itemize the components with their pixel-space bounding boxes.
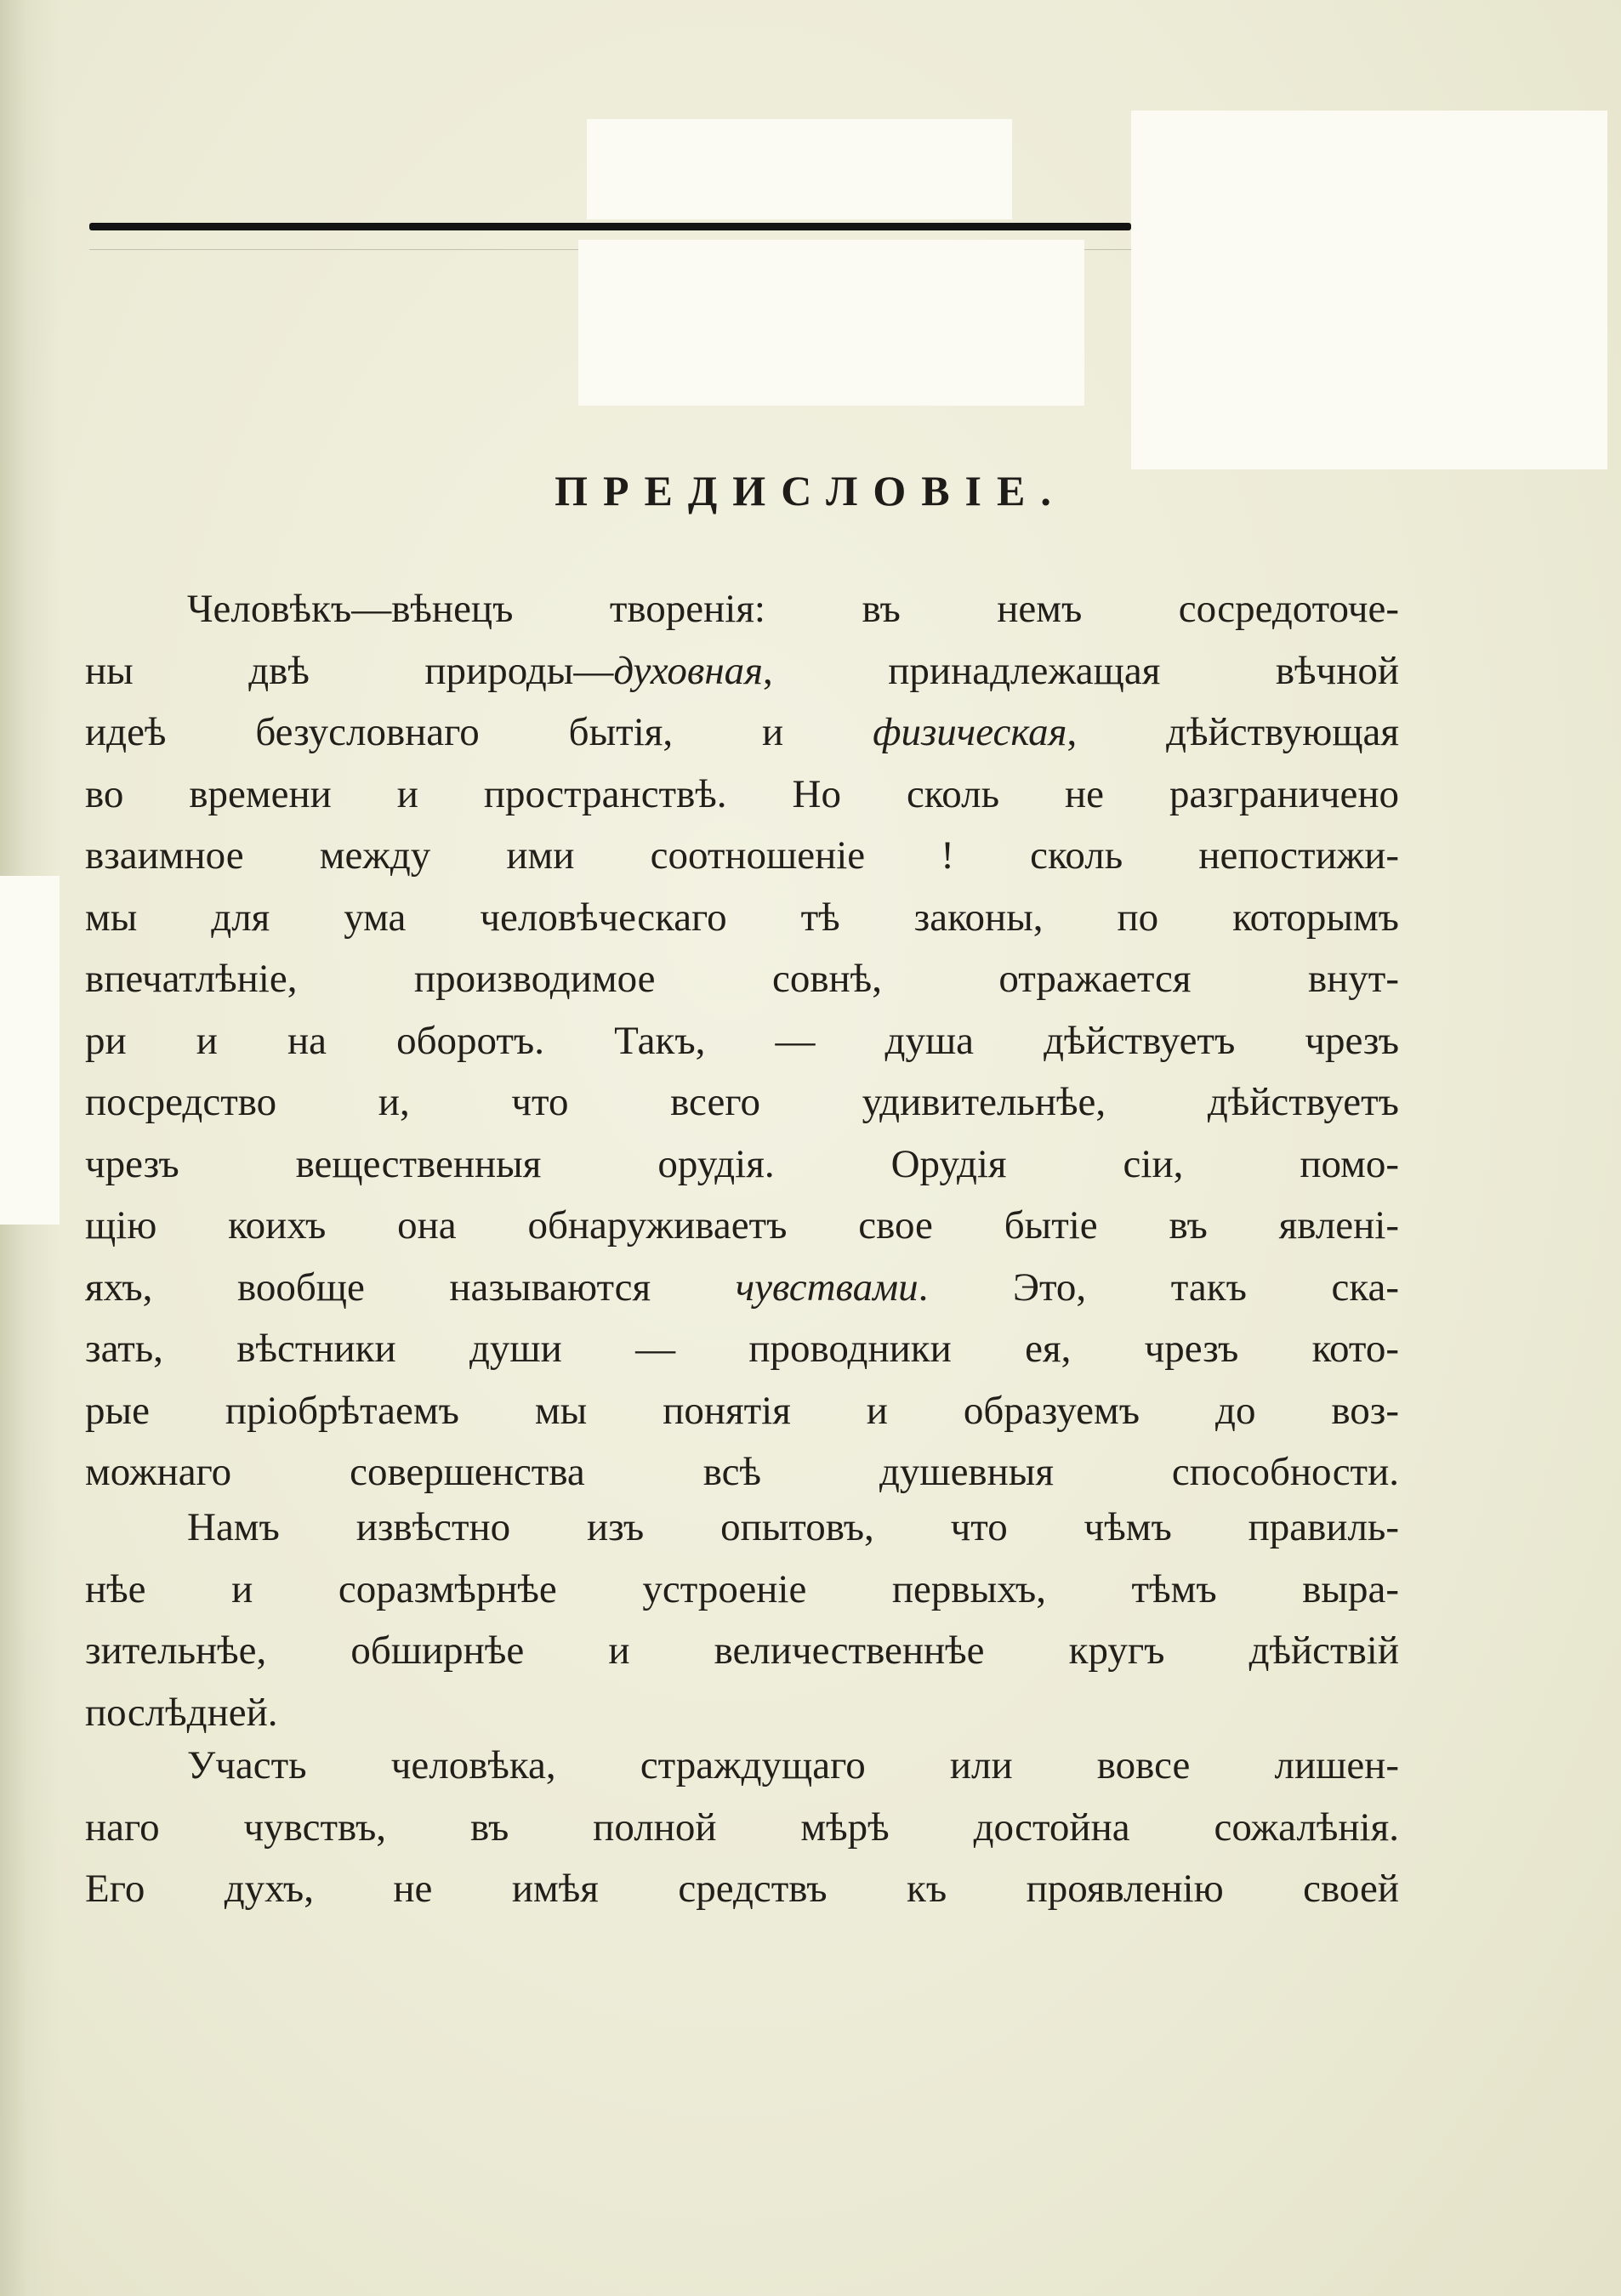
text-line: Намъ извѣстно изъ опытовъ, что чѣмъ правиль- xyxy=(187,1505,1399,1549)
text-line: впечатлѣніе, производимое совнѣ, отражается внут- xyxy=(85,957,1399,1001)
text-line: идеѣ безусловнаго бытія, и физическая, дѣйствующая xyxy=(85,710,1399,754)
redaction-patch xyxy=(0,876,60,1225)
redaction-patch xyxy=(1131,111,1607,469)
paragraph-3 xyxy=(85,1735,1399,1920)
paragraph-2 xyxy=(85,1497,1399,1743)
redaction-patch xyxy=(587,119,1012,219)
text-line: Его духъ, не имѣя средствъ къ проявленію своей xyxy=(85,1867,1399,1911)
text-line: зать, вѣстники души — проводники ея, чрезъ кото- xyxy=(85,1327,1399,1371)
header-rule xyxy=(89,223,1131,230)
text-line: послѣдней. xyxy=(85,1690,278,1735)
text-line: во времени и пространствѣ. Но сколь не разграничено xyxy=(85,771,1399,816)
text-line: взаимное между ими соотношеніе ! сколь непостижи- xyxy=(85,833,1399,878)
text-line: мы для ума человѣческаго тѣ законы, по которымъ xyxy=(85,895,1399,940)
text-line: посредство и, что всего удивительнѣе, дѣйствуетъ xyxy=(85,1080,1399,1124)
text-line: Человѣкъ—вѣнецъ творенія: въ немъ сосредоточе- xyxy=(187,587,1399,631)
redaction-patch xyxy=(578,240,1084,406)
text-line: ри и на оборотъ. Такъ, — душа дѣйствуетъ чрезъ xyxy=(85,1018,1399,1063)
text-line: можнаго совершенства всѣ душевныя способности. xyxy=(85,1450,1399,1494)
text-line: зительнѣе, обширнѣе и величественнѣе кругъ дѣйствій xyxy=(85,1628,1399,1673)
text-line: наго чувствъ, въ полной мѣрѣ достойна сожалѣнія. xyxy=(85,1804,1399,1850)
text-line: ны двѣ природы—духовная, принадлежащая вѣчной xyxy=(85,648,1399,693)
text-line: щію коихъ она обнаруживаетъ свое бытіе въ явленi- xyxy=(85,1203,1399,1247)
text-line: чрезъ вещественныя орудія. Орудія сіи, помо- xyxy=(85,1141,1399,1186)
text-line: Участь человѣка, страждущаго или вовсе лишен- xyxy=(187,1743,1399,1787)
page-title: ПРЕДИСЛОВІЕ. xyxy=(555,467,1066,514)
text-line: рые пріобрѣтаемъ мы понятія и образуемъ до воз- xyxy=(85,1388,1399,1433)
text-line: яхъ, вообще называются чувствами. Это, такъ ска- xyxy=(85,1265,1399,1310)
paragraph-1 xyxy=(85,578,1399,1503)
text-line: нѣе и соразмѣрнѣе устроеніе первыхъ, тѣмъ выра- xyxy=(85,1566,1399,1611)
